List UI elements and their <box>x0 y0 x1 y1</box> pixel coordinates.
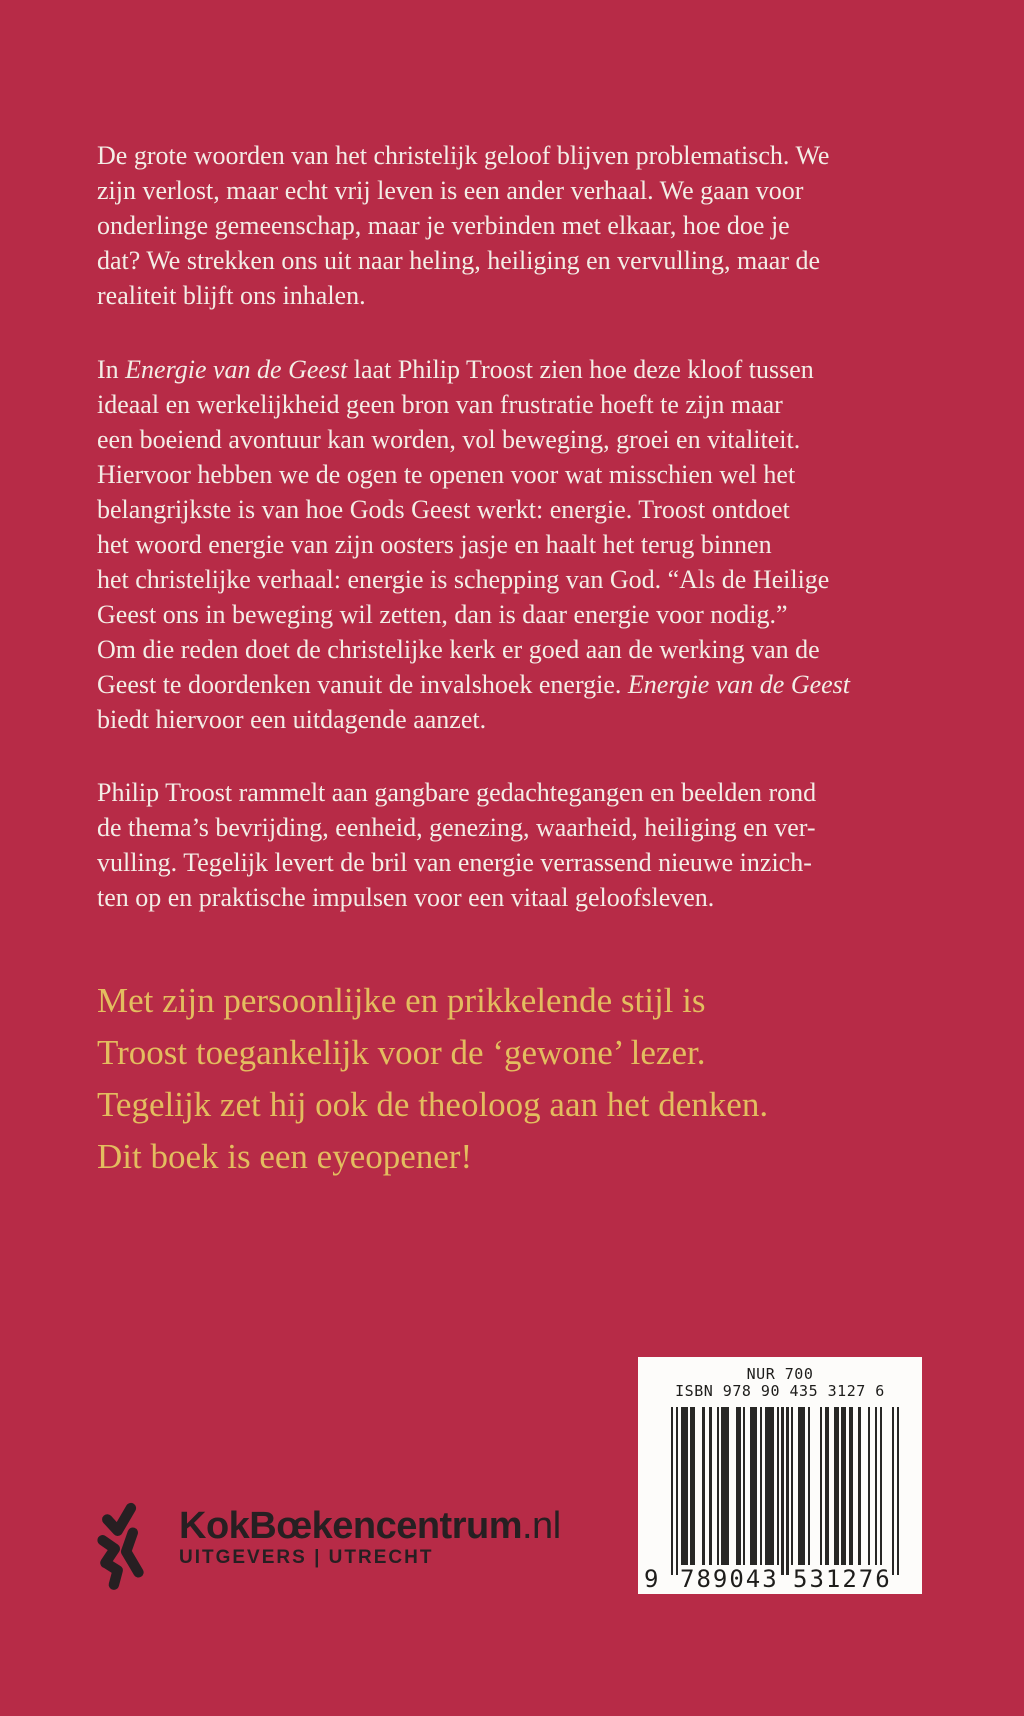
text-segment: laat Philip Troost zien hoe deze kloof tussen <box>347 355 814 384</box>
blurb-line: De grote woorden van het christelijk geloof blijven problematisch. We <box>97 141 830 170</box>
blurb-line: dat? We strekken ons uit naar heling, heiliging en vervulling, maar de <box>97 246 821 275</box>
ean13-barcode <box>644 1407 899 1593</box>
text-segment: In <box>97 355 126 384</box>
quote-line: Dit boek is een eyeopener! <box>97 1137 473 1176</box>
publisher-asterisk-icon <box>95 1496 163 1592</box>
endorsement-quote <box>97 975 977 1183</box>
blurb-line: zijn verlost, maar echt vrij leven is een ander verhaal. We gaan voor <box>97 176 804 205</box>
publisher-name-bold: KokBœkencentrum <box>179 1505 522 1547</box>
blurb-line: Geest ons in beweging wil zetten, dan is daar energie voor nodig.” <box>97 600 788 629</box>
blurb-paragraph-3 <box>97 775 947 915</box>
quote-line: Met zijn persoonlijke en prikkelende stijl is <box>97 981 706 1020</box>
blurb-line: vulling. Tegelijk levert de bril van energie verrassend nieuwe inzich- <box>97 848 812 877</box>
blurb-line: een boeiend avontuur kan worden, vol beweging, groei en vitaliteit. <box>97 425 801 454</box>
ean-lead-digit: 9 <box>644 1565 659 1593</box>
blurb-line: de thema’s bevrijding, eenheid, genezing, waarheid, heiliging en ver- <box>97 813 816 842</box>
blurb-line: realiteit blijft ons inhalen. <box>97 281 366 310</box>
quote-line: Troost toegankelijk voor de ‘gewone’ lezer. <box>97 1033 706 1072</box>
nur-code: NUR 700 <box>746 1365 814 1383</box>
publisher-name-suffix: .nl <box>522 1505 561 1547</box>
barcode-box <box>638 1357 922 1594</box>
book-title-italic: Energie van de Geest <box>125 355 348 384</box>
blurb-line: belangrijkste is van hoe Gods Geest werkt: energie. Troost ontdoet <box>97 495 790 524</box>
publisher-tagline: UITGEVERS | UTRECHT <box>179 1547 434 1568</box>
blurb-line: ten op en praktische impulsen voor een vitaal geloofsleven. <box>97 883 715 912</box>
blurb-paragraph-2 <box>97 352 947 737</box>
blurb-line: onderlinge gemeenschap, maar je verbinden met elkaar, hoe doe je <box>97 211 790 240</box>
publisher-logo <box>95 1492 561 1592</box>
blurb-line: ideaal en werkelijkheid geen bron van frustratie hoeft te zijn maar <box>97 390 783 419</box>
blurb-paragraph-1 <box>97 138 947 313</box>
blurb-line: het christelijke verhaal: energie is schepping van God. “Als de Heilige <box>97 565 830 594</box>
blurb-line <box>97 667 947 702</box>
text-segment: Geest te doordenken vanuit de invalshoek energie. <box>97 670 628 699</box>
blurb-line: Hiervoor hebben we de ogen te openen voor wat misschien wel het <box>97 460 796 489</box>
ean-digit-group-2: 531276 <box>793 1565 892 1593</box>
blurb-line: het woord energie van zijn oosters jasje en haalt het terug binnen <box>97 530 772 559</box>
blurb-line <box>97 352 947 387</box>
ean-digit-group-1: 789043 <box>680 1565 779 1593</box>
publisher-logo-text <box>179 1492 561 1569</box>
book-title-italic: Energie van de Geest <box>627 670 851 699</box>
publisher-name <box>179 1506 561 1546</box>
quote-line: Tegelijk zet hij ook de theoloog aan het denken. <box>97 1085 769 1124</box>
isbn-number: ISBN 978 90 435 3127 6 <box>675 1382 885 1400</box>
blurb-line: Philip Troost rammelt aan gangbare gedachtegangen en beelden rond <box>97 778 817 807</box>
blurb-line: biedt hiervoor een uitdagende aanzet. <box>97 705 487 734</box>
blurb-line: Om die reden doet de christelijke kerk er goed aan de werking van de <box>97 635 820 664</box>
